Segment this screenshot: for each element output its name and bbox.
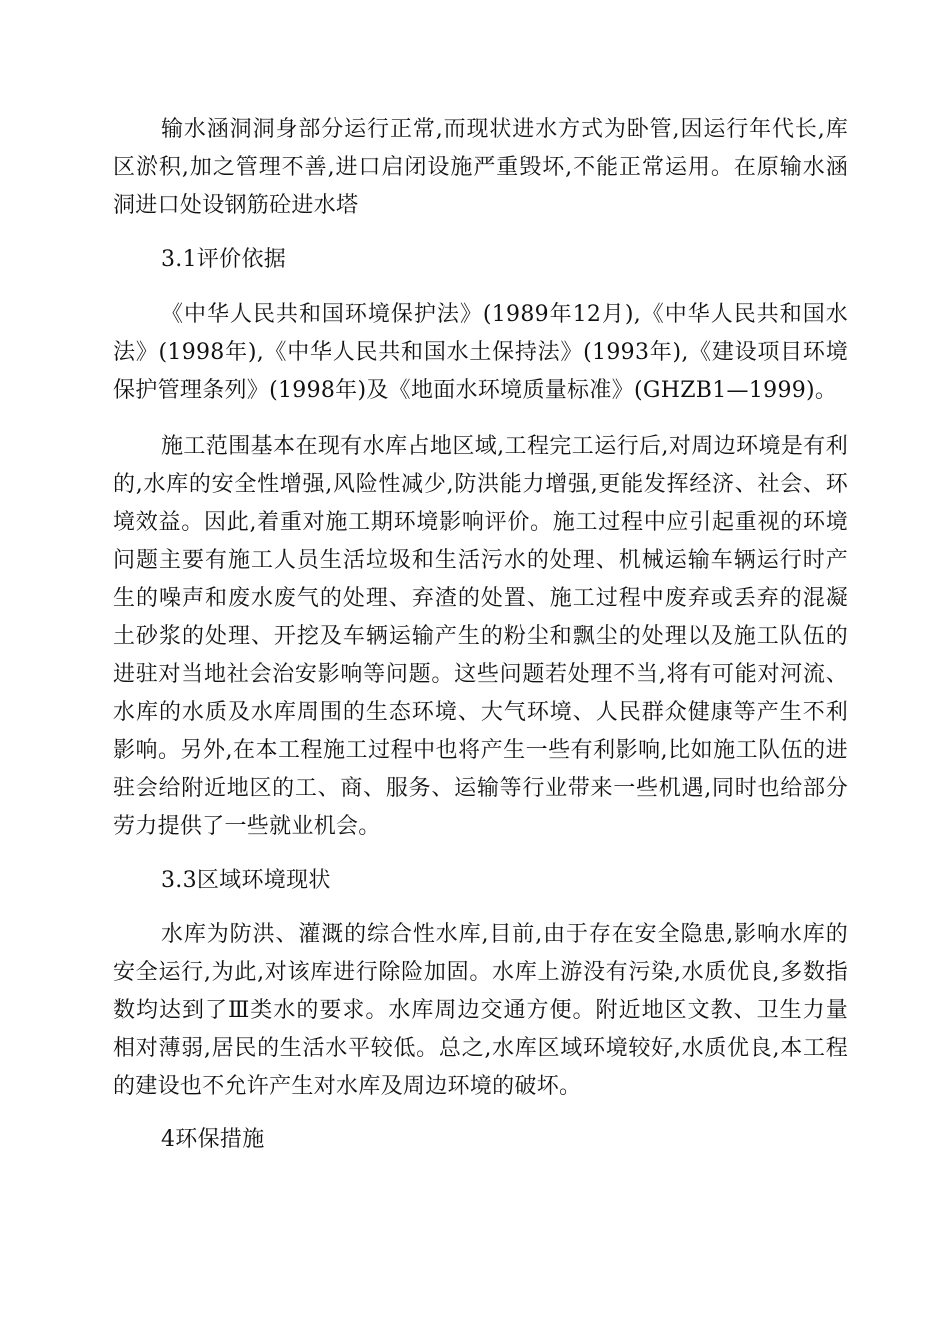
paragraph-culvert-status: 输水涵洞洞身部分运行正常,而现状进水方式为卧管,因运行年代长,库区淤积,加之管理不善,进口启闭设施严重毁坏,不能正常运用。在原输水涵洞进口处设钢筋砼进水塔 — [113, 117, 848, 218]
paragraph-construction-impact: 施工范围基本在现有水库占地区域,工程完工运行后,对周边环境是有利的,水库的安全性增强,风险性减少,防洪能力增强,更能发挥经济、社会、环境效益。因此,着重对施工期环境影响评价。施工过程中应引起重视的环境问题主要有施工人员生活垃圾和生活污水的处理、机械运输车辆运行时产生的噪声和废水废气的处理、弃渣的处置、施工过程中废弃或丢弃的混凝土砂浆的处理、开挖及车辆运输产生的粉尘和飘尘的处理以及施工队伍的进驻对当地社会治安影响等问题。这些问题若处理不当,将有可能对河流、水库的水质及水库周围的生态环境、大气环境、人民群众健康等产生不利影响。另外,在本工程施工过程中也将产生一些有利影响,比如施工队伍的进驻会给附近地区的工、商、服务、运输等行业带来一些机遇,同时也给部分劳力提供了一些就业机会。 — [113, 434, 848, 839]
paragraph-regional-environment: 水库为防洪、灌溉的综合性水库,目前,由于存在安全隐患,影响水库的安全运行,为此,对该库进行除险加固。水库上游没有污染,水质优良,多数指数均达到了Ⅲ类水的要求。水库周边交通方便。附近地区文教、卫生力量相对薄弱,居民的生活水平较低。总之,水库区域环境较好,水质优良,本工程的建设也不允许产生对水库及周边环境的破坏。 — [113, 922, 848, 1099]
heading-environmental-measures: 4环保措施 — [161, 1127, 265, 1152]
heading-evaluation-basis: 3.1评价依据 — [161, 247, 287, 272]
paragraph-legal-basis: 《中华人民共和国环境保护法》(1989年12月),《中华人民共和国水法》(1998年),《中华人民共和国水土保持法》(1993年),《建设项目环境保护管理条列》(1998年)及《地面水环境质量标准》(GHZB1—1999)。 — [113, 302, 848, 403]
heading-regional-environment: 3.3区域环境现状 — [161, 868, 331, 893]
